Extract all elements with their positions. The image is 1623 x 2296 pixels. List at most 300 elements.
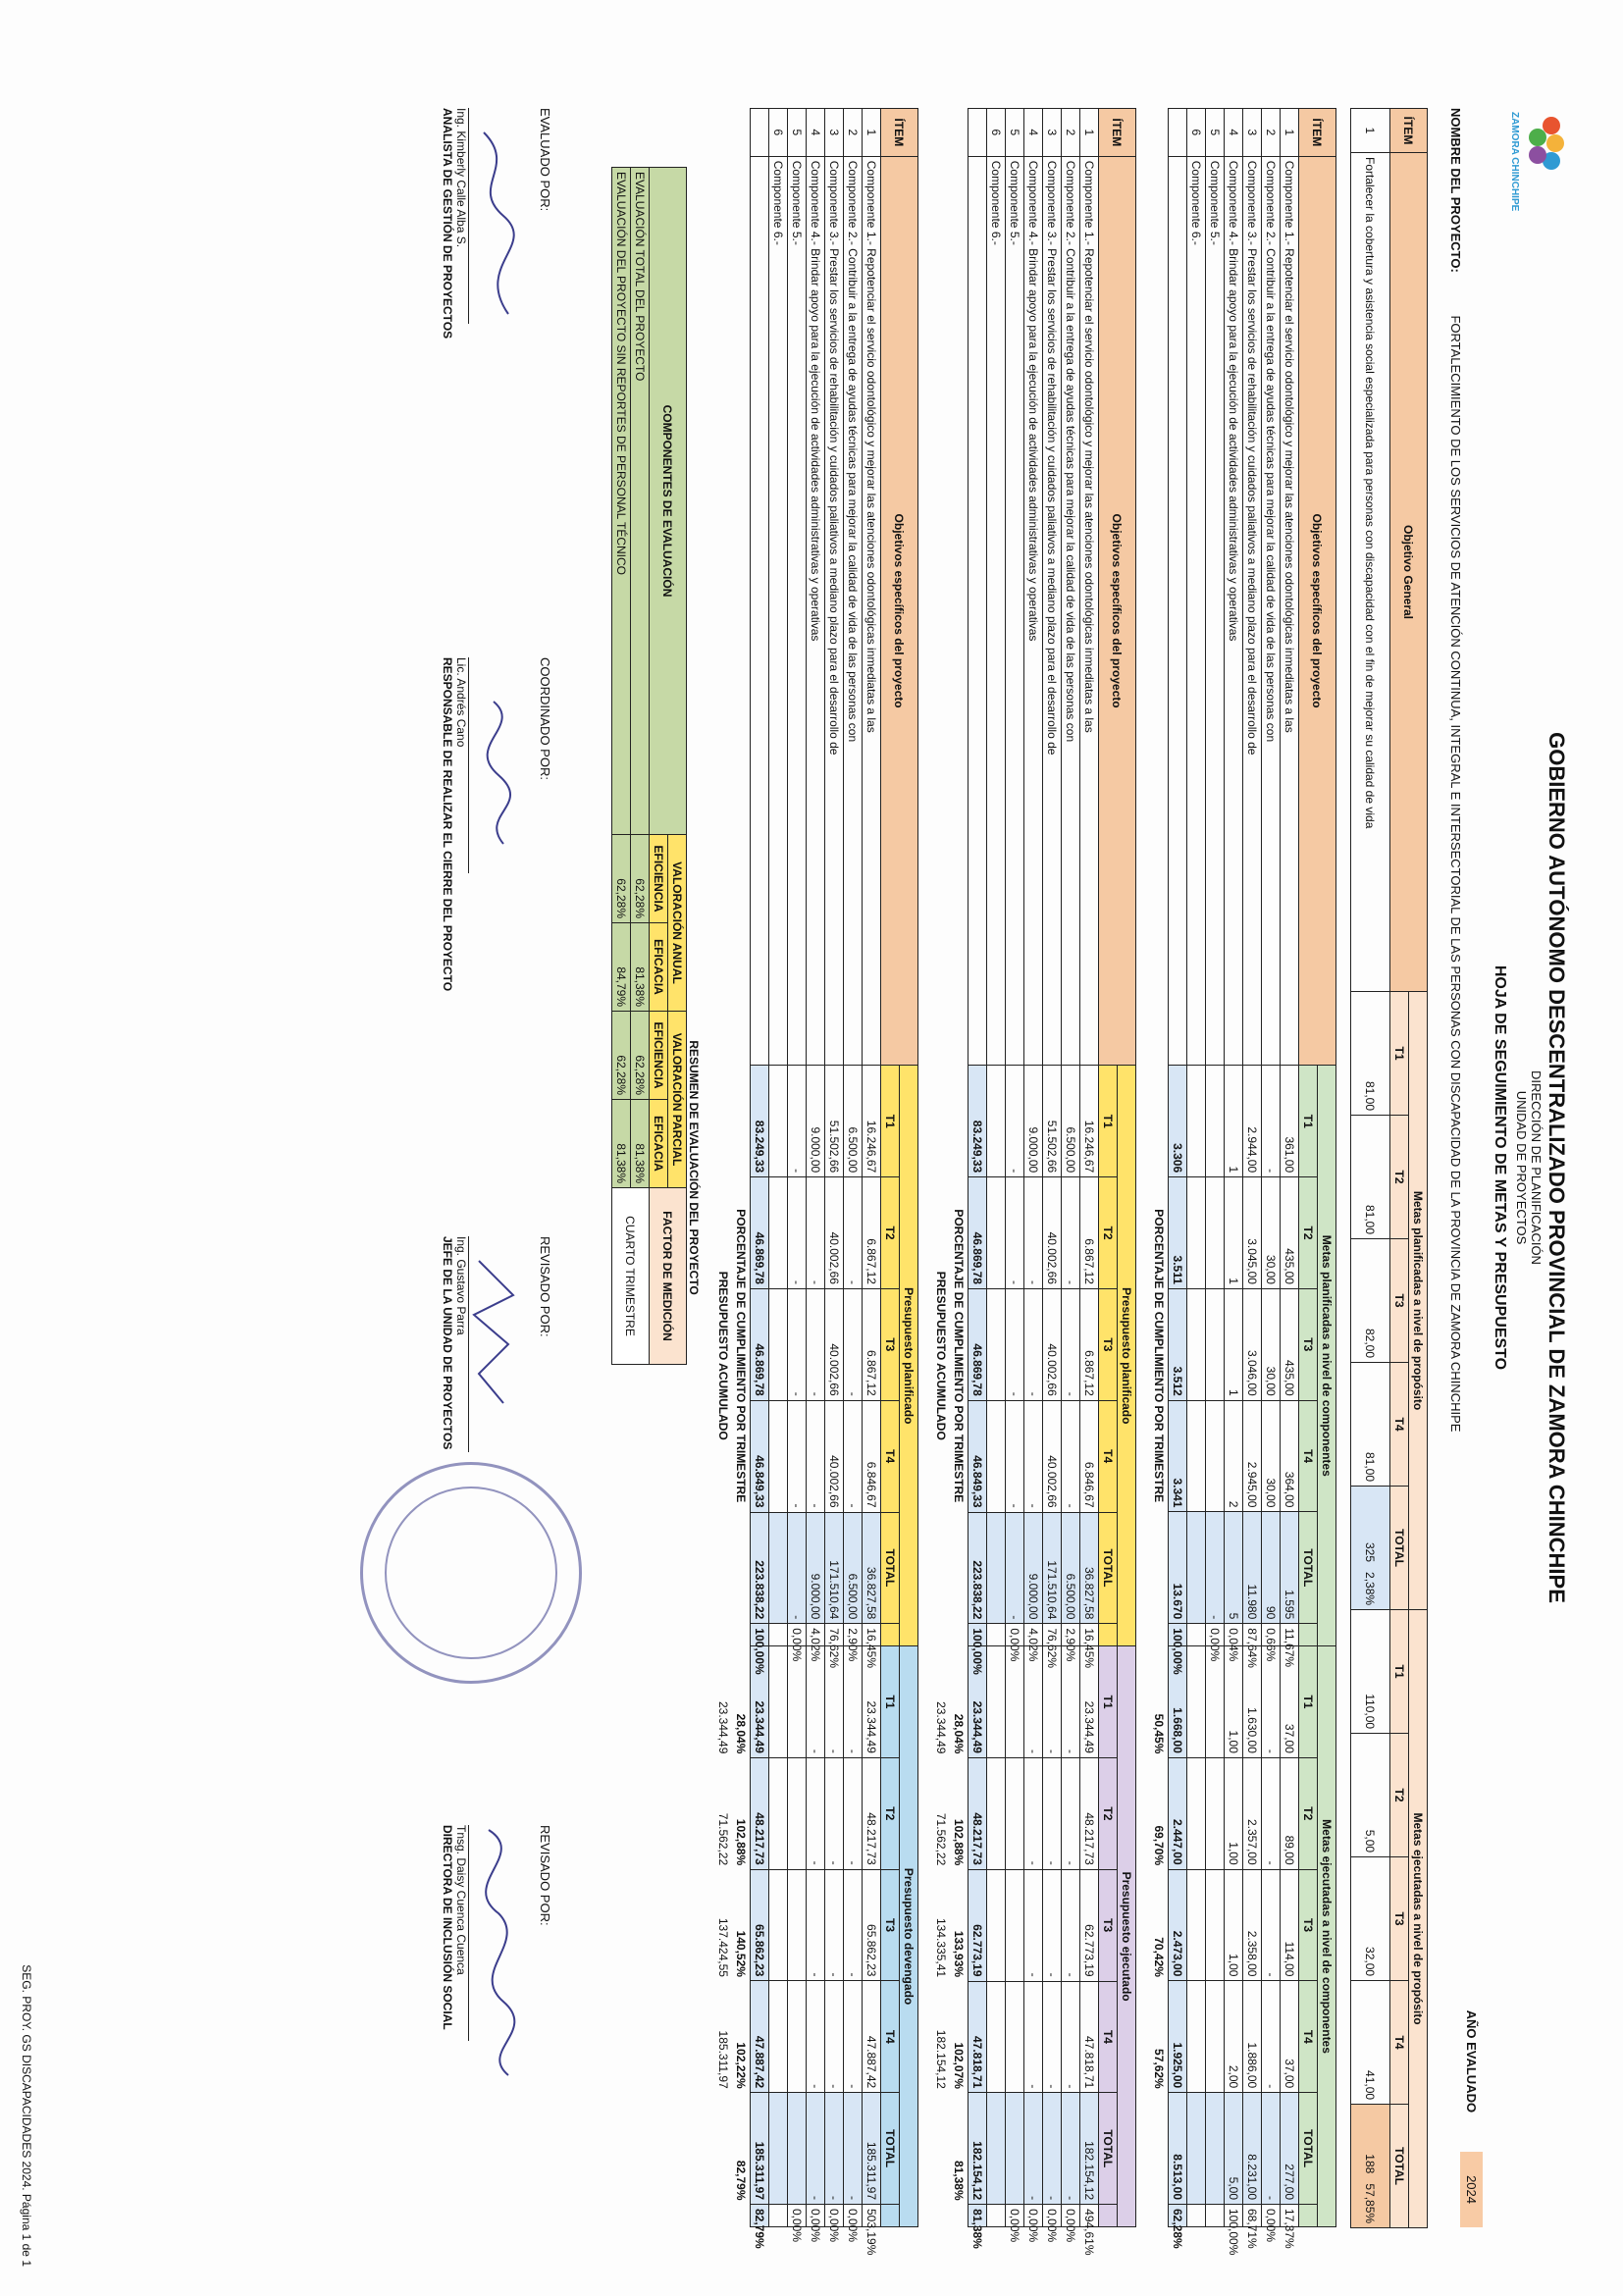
budget-table (932, 108, 1136, 2256)
value-cell (1206, 1066, 1225, 1177)
col-header: T3 (1299, 1869, 1318, 1981)
col-header: T1 (1390, 1610, 1409, 1734)
value-cell: 84,79% (612, 923, 631, 1012)
value-cell: 9.000,00 (807, 1512, 825, 1624)
total-cell: 2.447,00 (1169, 1757, 1187, 1869)
value-cell: 0,00% (1006, 2205, 1024, 2227)
col-header (1299, 2205, 1318, 2227)
total-value: 188 (1363, 2154, 1378, 2174)
total-cell: 46.869,78 (751, 1288, 769, 1400)
value-cell (1351, 1487, 1390, 1610)
value-cell (987, 2205, 1006, 2227)
signature-name: Tnsg. Daisy Cuenca Cuenca (454, 1825, 468, 1975)
pct-cell: 57,62% (1152, 2049, 1166, 2089)
value-cell: 76,62% (1043, 1624, 1062, 1646)
value-cell: 40.002,66 (1043, 1177, 1062, 1289)
col-header (1099, 1624, 1118, 1646)
value-cell: 11.980 (1243, 1512, 1262, 1624)
value-cell (1187, 1869, 1206, 1981)
component-cell: Componente 4.- Brindar apoyo para la ejecución de actividades administrativas y operativas (1024, 156, 1043, 1066)
totals-row (1169, 109, 1187, 2227)
value-cell: 81,00 (1351, 1116, 1390, 1239)
value-cell: - (1062, 1757, 1080, 1869)
value-cell (769, 2205, 788, 2227)
value-cell: 6.846,67 (1080, 1400, 1099, 1512)
value-cell: 40.002,66 (1043, 1288, 1062, 1400)
pct-cell: 102,07% (952, 2042, 966, 2089)
value-cell: - (1024, 1400, 1043, 1512)
signature-name: Lic. Andrés Cano (454, 657, 468, 748)
signature-label: EVALUADO POR: (538, 108, 552, 212)
value-cell: 0,00% (807, 2205, 825, 2227)
value-cell: 37,00 (1281, 1981, 1299, 2093)
col-header: T1 (881, 1646, 900, 1758)
item-cell: 5 (788, 109, 807, 157)
value-cell: 90 (1262, 1512, 1281, 1624)
components-eval-header: COMPONENTES DE EVALUACIÓN (650, 168, 687, 835)
value-cell: - (1006, 1288, 1024, 1400)
signature-reviewed-inclusion (441, 1825, 552, 2178)
value-cell: - (1262, 1757, 1281, 1869)
signature-evaluated (441, 108, 552, 461)
value-cell: 16,45% (1080, 1624, 1099, 1646)
signature-scribble-icon (464, 697, 523, 854)
value-cell: 48.217,73 (863, 1757, 881, 1869)
value-cell: - (788, 1288, 807, 1400)
item-header: ÍTEM (1099, 109, 1136, 157)
value-cell: 6.500,00 (844, 1066, 863, 1177)
factor-cell: CUARTO TRIMESTRE (612, 1188, 650, 1365)
value-cell: 11,67% (1281, 1624, 1299, 1646)
value-cell: - (844, 1981, 863, 2093)
table-row (1206, 109, 1225, 2227)
value-cell: 0,00% (1024, 2205, 1043, 2227)
planned-header: Presupuesto planificado (1118, 1066, 1136, 1646)
item-cell: 1 (863, 109, 881, 157)
value-cell: 1,00 (1225, 1646, 1243, 1758)
value-cell: - (807, 1981, 825, 2093)
value-cell: 32,00 (1351, 1857, 1390, 1981)
value-cell: 182.154,12 (1080, 2093, 1099, 2205)
government-title: GOBIERNO AUTÓNOMO DESCENTRALIZADO PROVINCIAL DE ZAMORA CHINCHIPE (1544, 732, 1569, 1603)
pct-cell: 82,79% (734, 2160, 748, 2201)
value-cell: - (1024, 1177, 1043, 1289)
value-cell: 82,00 (1351, 1239, 1390, 1363)
value-cell: 0,00% (1006, 1624, 1024, 1646)
component-cell: Componente 6.- (987, 156, 1006, 1066)
logo-icon (1500, 108, 1569, 212)
col-header: T4 (881, 1981, 900, 2093)
value-cell (987, 1646, 1006, 1758)
value-cell: 16,45% (863, 1624, 881, 1646)
value-cell: - (1043, 2093, 1062, 2205)
acc-cell: 23.344,49 (934, 1701, 948, 1754)
budget-section (932, 108, 1136, 2256)
pct-cell: 102,88% (952, 1818, 966, 1866)
pct-row (732, 109, 751, 2227)
value-cell: 16.246,67 (863, 1066, 881, 1177)
value-cell: 6.867,12 (863, 1288, 881, 1400)
value-cell: 5,00 (1351, 1734, 1390, 1857)
acc-label: PRESUPUESTO ACUMULADO (716, 1271, 730, 1440)
value-cell: 0,00% (1206, 1624, 1225, 1646)
col-header: T2 (1099, 1757, 1118, 1869)
value-cell: 81,38% (612, 1100, 631, 1188)
signature-coordinated (441, 657, 552, 1011)
document-header (1441, 108, 1569, 2227)
pct-cell: 50,45% (1152, 1713, 1166, 1754)
value-cell (1187, 1981, 1206, 2093)
total-cell: 46.869,78 (969, 1177, 987, 1289)
col-header: T4 (1299, 1400, 1318, 1512)
objective-cell: Fortalecer la cobertura y asistencia social especializada para personas con discapacidad con el fin de mejorar su calidad de vida (1351, 153, 1390, 992)
totals-row (969, 109, 987, 2227)
value-cell: 0,00% (1062, 2205, 1080, 2227)
value-cell: 30,00 (1262, 1177, 1281, 1289)
unit-subtitle: UNIDAD DE PROYECTOS (1514, 1090, 1529, 1245)
value-cell: 2,90% (844, 1624, 863, 1646)
component-cell: Componente 2.- Contribuir a la entrega de ayudas técnicas para mejorar la calidad de vida de las personas con (844, 156, 863, 1066)
total-cell: 83.249,33 (969, 1066, 987, 1177)
acc-cell: 71.562,22 (716, 1812, 730, 1866)
value-cell: - (1043, 1757, 1062, 1869)
item-cell: 4 (1225, 109, 1243, 157)
value-cell: 503,19% (863, 2205, 881, 2227)
pct-value: 2,38% (1363, 1572, 1378, 1606)
col-header: T4 (1299, 1981, 1318, 2093)
value-cell: 1.886,00 (1243, 1981, 1262, 2093)
svg-text:ZAMORA CHINCHIPE: ZAMORA CHINCHIPE (1509, 112, 1520, 212)
value-cell: - (844, 1646, 863, 1758)
value-cell (1187, 1757, 1206, 1869)
value-cell: 23.344,49 (1080, 1646, 1099, 1758)
value-cell: 76,62% (825, 1624, 844, 1646)
item-cell: 4 (1024, 109, 1043, 157)
item-cell: 6 (1187, 109, 1206, 157)
value-cell: 9.000,00 (1024, 1512, 1043, 1624)
col-header: T4 (881, 1400, 900, 1512)
value-cell: 51.502,66 (1043, 1066, 1062, 1177)
executed-header: Presupuesto ejecutado (1118, 1646, 1136, 2227)
total-cell: 1.668,00 (1169, 1646, 1187, 1758)
pct-cell: 133,93% (952, 1930, 966, 1978)
pct-label: PORCENTAJE DE CUMPLIMIENTO POR TRIMESTRE (952, 1209, 966, 1503)
item-cell: 5 (1206, 109, 1225, 157)
value-cell (1187, 1646, 1206, 1758)
value-cell: - (1262, 2093, 1281, 2205)
value-cell: 9.000,00 (807, 1066, 825, 1177)
col-header: T1 (1099, 1066, 1118, 1177)
component-cell: Componente 5.- (788, 156, 807, 1066)
partial-header: VALORACIÓN PARCIAL (668, 1012, 687, 1188)
acc-row (714, 109, 732, 2227)
col-header: T3 (881, 1288, 900, 1400)
signature-role: ANALISTA DE GESTIÓN DE PROYECTOS (441, 108, 454, 339)
value-cell: 6.846,67 (863, 1400, 881, 1512)
total-cell: 46.869,78 (969, 1288, 987, 1400)
value-cell: - (1062, 1646, 1080, 1758)
item-cell: 3 (1043, 109, 1062, 157)
value-cell (1006, 1981, 1024, 2093)
value-cell: - (788, 1512, 807, 1624)
signature-scribble-icon (464, 1256, 523, 1413)
col-header: T3 (1099, 1869, 1118, 1981)
component-cell: Componente 5.- (1006, 156, 1024, 1066)
value-cell (769, 1177, 788, 1289)
value-cell (987, 1512, 1006, 1624)
value-cell: 0,00% (844, 2205, 863, 2227)
component-cell: Componente 5.- (1206, 156, 1225, 1066)
value-cell: - (825, 1869, 844, 1981)
col-header: TOTAL (1390, 2105, 1409, 2228)
value-cell: - (1262, 1869, 1281, 1981)
value-cell: 5 (1225, 1512, 1243, 1624)
value-cell: - (825, 1981, 844, 2093)
component-cell: Componente 3.- Prestar los servicios de rehabilitación y cuidados paliativos a mediano plazo para el desarrollo de (1043, 156, 1062, 1066)
value-cell (987, 1177, 1006, 1289)
value-cell: 0,00% (788, 2205, 807, 2227)
component-cell: Componente 3.- Prestar los servicios de rehabilitación y cuidados paliativos a mediano plazo para el desarrollo de (1243, 156, 1262, 1066)
col-header: TOTAL (1099, 1512, 1118, 1624)
col-header: T3 (1390, 1239, 1409, 1363)
value-cell: 361,00 (1281, 1066, 1299, 1177)
signature-name: Ing. Gustavo Parra (454, 1236, 468, 1335)
planned-header: Metas planificadas a nivel de propósito (1409, 992, 1428, 1610)
component-cell: Componente 6.- (1187, 156, 1206, 1066)
value-cell: - (825, 1646, 844, 1758)
col-header (881, 1624, 900, 1646)
value-cell: 2 (1225, 1400, 1243, 1512)
total-cell: 48.217,73 (969, 1757, 987, 1869)
eval-label: EVALUACIÓN TOTAL DEL PROYECTO (631, 168, 650, 835)
objective-header: Objetivos específicos del proyecto (1099, 156, 1136, 1066)
value-cell (788, 2093, 807, 2205)
value-cell: - (807, 1177, 825, 1289)
total-cell: 185.311,97 (751, 2093, 769, 2205)
value-cell: - (825, 2093, 844, 2205)
project-name: FORTALECIMIENTO DE LOS SERVICIOS DE ATENCIÓN CONTINUA, INTEGRAL E INTERSECTORIAL DE LAS PERSONAS CON DISCAPACIDAD DE LA PROVINCIA DE ZAMORA CHINCHIPE (1448, 315, 1463, 1433)
efficiency-header: EFICIENCIA (650, 835, 668, 923)
value-cell (1187, 2205, 1206, 2227)
col-header: TOTAL (1390, 1487, 1409, 1610)
total-cell: 83.249,33 (751, 1066, 769, 1177)
value-cell (987, 1869, 1006, 1981)
value-cell: 114,00 (1281, 1869, 1299, 1981)
value-cell (788, 1869, 807, 1981)
value-cell: - (844, 1400, 863, 1512)
table-row (788, 109, 807, 2227)
value-cell: 68,71% (1243, 2205, 1262, 2227)
eval-label: EVALUACIÓN DEL PROYECTO SIN REPORTES DE PERSONAL TÉCNICO (612, 168, 631, 835)
value-cell: 2.357,00 (1243, 1757, 1262, 1869)
value-cell: 62.773,19 (1080, 1869, 1099, 1981)
value-cell: 81,38% (631, 923, 650, 1012)
value-cell: 6.500,00 (844, 1512, 863, 1624)
signature-scribble-icon (464, 128, 523, 324)
value-cell: 1 (1225, 1066, 1243, 1177)
value-cell: 0,00% (825, 2205, 844, 2227)
signature-role: JEFE DE LA UNIDAD DE PROYECTOS (441, 1236, 454, 1450)
col-header: T2 (881, 1177, 900, 1289)
pct-cell: 28,04% (952, 1713, 966, 1754)
value-cell (1006, 1646, 1024, 1758)
total-cell: 46.849,33 (751, 1400, 769, 1512)
value-cell: 2.945,00 (1243, 1400, 1262, 1512)
total-cell: 82,79% (751, 2205, 769, 2227)
signature-name: Ing. Kimberly Calle Alba S. (454, 108, 468, 248)
total-cell: 81,38% (969, 2205, 987, 2227)
value-cell: - (1206, 1512, 1225, 1624)
col-header: T2 (1390, 1116, 1409, 1239)
value-cell (1187, 1400, 1206, 1512)
item-cell: 1 (1351, 109, 1390, 153)
value-cell: 2,00 (1225, 1981, 1243, 2093)
item-cell: 6 (987, 109, 1006, 157)
value-cell: - (1006, 1400, 1024, 1512)
col-header: TOTAL (881, 1512, 900, 1624)
table-row (631, 168, 650, 1365)
value-cell: 23.344,49 (863, 1646, 881, 1758)
value-cell: - (788, 1066, 807, 1177)
table-row (1080, 109, 1099, 2227)
table-row (863, 109, 881, 2227)
item-cell: 1 (1080, 109, 1099, 157)
value-cell: 81,00 (1351, 992, 1390, 1116)
acc-cell: 71.562,22 (934, 1812, 948, 1866)
value-cell: 62,28% (631, 835, 650, 923)
value-cell: 6.867,12 (863, 1177, 881, 1289)
project-row (1448, 108, 1463, 2227)
value-cell: - (1024, 1288, 1043, 1400)
summary-title: RESUMEN DE EVALUACIÓN DEL PROYECTO (687, 1040, 701, 1295)
value-cell: - (1262, 1981, 1281, 2093)
pct-cell: 81,38% (952, 2160, 966, 2201)
value-cell: 2.358,00 (1243, 1869, 1262, 1981)
pct-cell: 69,70% (1152, 1825, 1166, 1866)
value-cell: - (1062, 2093, 1080, 2205)
total-cell: 3.341 (1169, 1400, 1187, 1512)
value-cell (1006, 2093, 1024, 2205)
value-cell (1187, 1066, 1206, 1177)
value-cell: - (1062, 1400, 1080, 1512)
value-cell: 5,00 (1225, 2093, 1243, 2205)
value-cell: - (1262, 1646, 1281, 1758)
value-cell: 65.862,23 (863, 1869, 881, 1981)
table-row (612, 168, 631, 1365)
component-cell: Componente 1.- Repotenciar el servicio odontológico y mejorar las atenciones odontológicas inmediatas a las (863, 156, 881, 1066)
col-header: T3 (1299, 1288, 1318, 1400)
project-label: NOMBRE DEL PROYECTO: (1448, 108, 1463, 273)
official-stamp-icon (360, 1462, 582, 1684)
value-cell: 30,00 (1262, 1288, 1281, 1400)
acc-cell: 182.154,12 (934, 2029, 948, 2089)
value-cell (1206, 1981, 1225, 2093)
table-row (1024, 109, 1043, 2227)
value-cell (788, 1981, 807, 2093)
value-cell: - (844, 1757, 863, 1869)
table-row (1006, 109, 1024, 2227)
value-cell: 0,66% (1262, 1624, 1281, 1646)
total-cell: 8.513,00 (1169, 2093, 1187, 2205)
value-cell: 1.595 (1281, 1512, 1299, 1624)
value-cell (987, 2093, 1006, 2205)
item-cell: 4 (807, 109, 825, 157)
total-cell: 23.344,49 (969, 1646, 987, 1758)
col-header: T1 (1299, 1646, 1318, 1758)
table-row (1351, 109, 1390, 2228)
annual-header: VALORACIÓN ANUAL (668, 835, 687, 1012)
item-header: ÍTEM (1390, 109, 1428, 153)
col-header: TOTAL (881, 2093, 900, 2205)
component-cell: Componente 2.- Contribuir a la entrega de ayudas técnicas para mejorar la calidad de vida de las personas con (1262, 156, 1281, 1066)
value-cell: 36.827,58 (1080, 1512, 1099, 1624)
component-cell: Componente 1.- Repotenciar el servicio odontológico y mejorar las atenciones odontológicas inmediatas a las (1080, 156, 1099, 1066)
pct-cell: 102,22% (734, 2042, 748, 2089)
total-cell: 62.773,19 (969, 1869, 987, 1981)
signature-label: COORDINADO POR: (538, 657, 552, 780)
value-cell: 62,28% (612, 1012, 631, 1100)
factor-header: FACTOR DE MEDICIÓN (650, 1188, 687, 1365)
value-cell: 6.867,12 (1080, 1288, 1099, 1400)
value-cell: 6.500,00 (1062, 1066, 1080, 1177)
col-header: T2 (1390, 1734, 1409, 1857)
table-row (825, 109, 844, 2227)
value-cell (987, 1400, 1006, 1512)
col-header: T1 (1099, 1646, 1118, 1758)
value-cell: 0,04% (1225, 1624, 1243, 1646)
total-cell: 3.511 (1169, 1177, 1187, 1289)
value-cell: 47.818,71 (1080, 1981, 1099, 2093)
summary-section (611, 108, 701, 2227)
table-row (769, 109, 788, 2227)
total-cell: 65.862,23 (751, 1869, 769, 1981)
value-cell: - (788, 1400, 807, 1512)
table-row (1281, 109, 1299, 2227)
table-row (807, 109, 825, 2227)
value-cell: 6.867,12 (1080, 1177, 1099, 1289)
col-header: T1 (1299, 1066, 1318, 1177)
total-cell: 1.925,00 (1169, 1981, 1187, 2093)
executed-header: Metas ejecutadas a nivel de componentes (1318, 1646, 1336, 2227)
value-cell (987, 1757, 1006, 1869)
value-cell (769, 1624, 788, 1646)
value-cell (769, 1512, 788, 1624)
value-cell: - (825, 1757, 844, 1869)
col-header: T1 (881, 1066, 900, 1177)
value-cell: 1.630,00 (1243, 1646, 1262, 1758)
acc-cell: 137.424,55 (716, 1917, 730, 1977)
value-cell: 81,38% (631, 1100, 650, 1188)
item-cell: 2 (844, 109, 863, 157)
value-cell: 81,00 (1351, 1363, 1390, 1487)
value-cell: 0,00% (1043, 2205, 1062, 2227)
value-cell: 36.827,58 (863, 1512, 881, 1624)
value-cell (1206, 1400, 1225, 1512)
value-cell: 185.311,97 (863, 2093, 881, 2205)
pct-cell: 140,52% (734, 1930, 748, 1977)
value-cell: - (1006, 1512, 1024, 1624)
col-header: T4 (1099, 1400, 1118, 1512)
value-cell: 47.887,42 (863, 1981, 881, 2093)
col-header: T3 (881, 1869, 900, 1981)
value-cell: - (807, 1288, 825, 1400)
item-cell: 2 (1262, 109, 1281, 157)
year-label: AÑO EVALUADO (1464, 2009, 1479, 2113)
col-header: T2 (881, 1757, 900, 1869)
value-cell: - (844, 1177, 863, 1289)
pct-cell: 28,04% (734, 1713, 748, 1754)
component-cell: Componente 4.- Brindar apoyo para la ejecución de actividades administrativas y operativas (807, 156, 825, 1066)
